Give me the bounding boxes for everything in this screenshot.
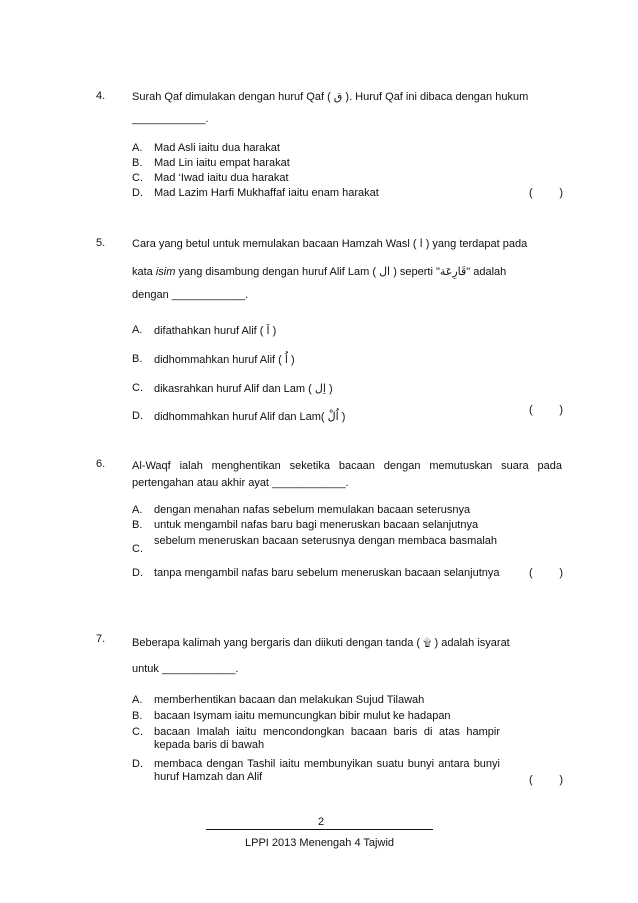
option-c: C. Mad ‘Iwad iaitu dua harakat: [132, 172, 289, 184]
option-d: D. tanpa mengambil nafas baru sebelum meneruskan bacaan selanjutnya: [132, 567, 500, 579]
option-c: C. dikasrahkan huruf Alif dan Lam ( اِل ): [132, 382, 333, 395]
option-d: D. didhommahkan huruf Alif dan Lam( اُلْ ): [132, 410, 346, 423]
question-number: 5.: [96, 237, 106, 249]
question-stem-line-1: Beberapa kalimah yang bergaris dan diikuti dengan tanda ( ۩ ) adalah isyarat: [132, 636, 510, 649]
question-stem-line-2: kata isim yang disambung dengan huruf Alif Lam ( ال ) seperti "قَارِعَة" adalah: [132, 265, 507, 278]
option-a: A. dengan menahan nafas sebelum memulakan bacaan seterusnya: [132, 504, 471, 516]
question-stem: Surah Qaf dimulakan dengan huruf Qaf ( ق ). Huruf Qaf ini dibaca dengan hukum: [132, 90, 529, 103]
question-number: 4.: [96, 90, 106, 102]
question-stem-line-3: dengan ____________.: [132, 289, 249, 301]
question-stem-line-2: untuk ____________.: [132, 663, 239, 675]
option-b: B. didhommahkan huruf Alif ( اُ ): [132, 353, 295, 366]
option-d: D. membaca dengan Tashil iaitu membunyikan suatu bunyi antara bunyi huruf Hamzah dan Alif: [132, 758, 500, 783]
question-stem-line-1: Cara yang betul untuk memulakan bacaan Hamzah Wasl ( ا ) yang terdapat pada: [132, 237, 528, 250]
option-b: B. bacaan Isymam iaitu memuncungkan bibir mulut ke hadapan: [132, 710, 451, 722]
option-a: A. Mad Asli iaitu dua harakat: [132, 142, 280, 154]
option-a: A. difathahkan huruf Alif ( اَ ): [132, 324, 277, 337]
footer-text: LPPI 2013 Menengah 4 Tajwid: [244, 837, 394, 849]
option-b: B. untuk mengambil nafas baru bagi meneruskan bacaan selanjutnya: [132, 519, 479, 531]
option-b: B. Mad Lin iaitu empat harakat: [132, 157, 290, 169]
answer-blank: ____________.: [132, 113, 209, 125]
option-c: C. bacaan Imalah iaitu mencondongkan bacaan baris di atas hampir kepada baris di bawah: [132, 726, 500, 751]
sajdah-sign-icon: ۩: [423, 636, 432, 649]
option-c: C. sebelum meneruskan bacaan seterusnya dengan membaca basmalah: [132, 535, 498, 555]
option-a: A. memberhentikan bacaan dan melakukan Sujud Tilawah: [132, 694, 425, 706]
footer-divider: [206, 829, 433, 830]
option-d: D. Mad Lazim Harfi Mukhaffaf iaitu enam harakat: [132, 187, 379, 199]
question-number: 6.: [96, 458, 106, 470]
question-number: 7.: [96, 633, 106, 645]
page-number: 2: [317, 816, 325, 828]
question-stem: Al-Waqf ialah menghentikan seketika bacaan dengan memutuskan suara pada pertengahan atau akhir ayat ____________.: [132, 460, 562, 489]
